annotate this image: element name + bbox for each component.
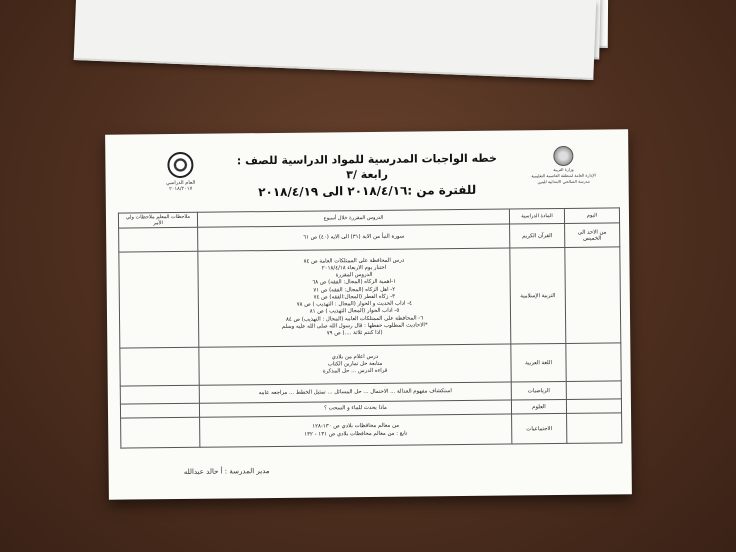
year-value: ٢٠١٨/٢٠١٧	[169, 185, 193, 193]
notes-cell	[119, 251, 199, 348]
day-cell-empty	[565, 247, 621, 344]
lessons-cell	[199, 344, 511, 385]
day-cell-empty	[567, 413, 622, 444]
table-row	[120, 343, 621, 386]
lesson-line: درس المحافظة على الممتلكات العامة ص ٨٤	[303, 257, 405, 265]
header-subject: المادة الدراسية	[509, 208, 564, 224]
lesson-line: ٦- المحافظة على الممتلكات العامه (المجال : التهذيب) ص ٨٤	[285, 314, 424, 323]
lesson-line: قراءه الدرس ... حل المذكرة	[322, 367, 388, 375]
lesson-line: *الاحاديث المطلوب حفظها : قال رسول الله صلى الله عليه وسلم	[281, 322, 428, 330]
ministry-header	[508, 145, 618, 185]
lesson-line: استكشاف مفهوم العدالة ... الاحتمال ... حل المسائل ... تمثيل الخطط ... مراجعه عامه	[258, 388, 452, 397]
day-cell-empty	[566, 343, 621, 382]
table-row	[121, 413, 622, 448]
notes-cell	[119, 227, 198, 252]
homework-table	[118, 207, 622, 448]
day-cell: من الاحد الى الخميس	[565, 223, 620, 248]
lessons-cell	[198, 224, 510, 251]
school-emblem-icon	[167, 152, 193, 178]
header-day: اليوم	[564, 208, 619, 224]
lessons-cell	[198, 248, 511, 347]
lesson-line: اختبار يوم الاربعاء ٢٠١٨/٤/١٨	[321, 264, 387, 272]
paper-stack-bottom	[74, 0, 597, 80]
lessons-cell	[200, 414, 512, 447]
table-row	[119, 247, 621, 348]
plan-title: خطه الواجبات المدرسية للمواد الدراسية للصف :	[236, 151, 497, 168]
notes-cell	[120, 347, 199, 386]
lesson-line: ٥- اداب الحوار (المجال التهذيب ) ص ٨١	[309, 307, 400, 315]
subject-cell: الاجتماعيات	[512, 413, 567, 444]
day-cell-empty	[566, 399, 621, 414]
notes-cell	[120, 385, 199, 404]
ministry-name: وزارة التربية	[553, 166, 574, 173]
lesson-line: ١-اهمية الزكاه (المجال: الفقه) ص ٦٨	[312, 279, 397, 287]
subject-cell: اللغة العربية	[511, 343, 566, 382]
subject-cell: العلوم	[511, 399, 566, 414]
directorate-name: الإدارة العامة لمنطقة العاصمة التعليمية	[531, 172, 596, 179]
day-cell-empty	[566, 381, 621, 400]
plan-period: للفترة من :٢٠١٨/٤/١٦ الى ٢٠١٨/٤/١٩	[258, 182, 477, 200]
ministry-emblem-icon	[553, 146, 573, 166]
header-lessons: الدروس المقررة خلال أسبوع	[197, 209, 509, 227]
lesson-line: سورة النبأ من الاية (٣١) الى الايه (٤٠) ص ٦١	[303, 233, 405, 241]
notes-cell	[121, 417, 200, 448]
subject-cell: التربية الإسلامية	[510, 247, 566, 344]
homework-plan-sheet	[105, 129, 632, 499]
subject-cell: الرياضيات	[511, 381, 566, 400]
lesson-line: متابعة حل تمارين الكتاب	[327, 360, 383, 368]
plan-class: رابعة /٣	[346, 167, 388, 182]
lesson-line: الدروس المقررة	[335, 272, 373, 279]
lesson-line: درس اعلام من بلادي	[331, 353, 379, 361]
year-label: العام الدراسي	[165, 179, 196, 187]
lesson-line: ٣- زكاه الفطر (المجال:الفقه) ص ٧٤	[313, 293, 396, 301]
header-notes: ملاحظات المعلم ملاحظات ولي الأمر	[118, 212, 197, 228]
lesson-line: من معالم محافظات بلادي ص ١٣٠-١٢٨	[312, 422, 400, 430]
notes-cell	[120, 403, 199, 418]
lesson-line: (اذا كنتم ثلاثة ....) ص ٧٩	[326, 329, 383, 337]
lesson-line: ٤- اداب الحديث و الحوار (المجال : التهذيب ) ص ٧٨	[296, 300, 413, 308]
subject-cell: القرآن الكريم	[510, 223, 565, 248]
lesson-line: تابع : من معالم محافظات بلادي ص ١٣١ - ١٣٢	[304, 430, 408, 438]
lesson-line: ماذا يحدث للماء و السحب ؟	[324, 404, 387, 412]
lesson-line: ٢- اهل الزكاه (المجال: الفقه) ص ٧١	[313, 286, 396, 294]
plan-titles	[230, 151, 503, 202]
school-logo	[135, 151, 225, 192]
school-name: مدرسة الصالحي الابتدائية للبنين	[537, 178, 590, 185]
principal-signature: مدير المدرسة : أ خالد عبدالله	[183, 467, 270, 476]
